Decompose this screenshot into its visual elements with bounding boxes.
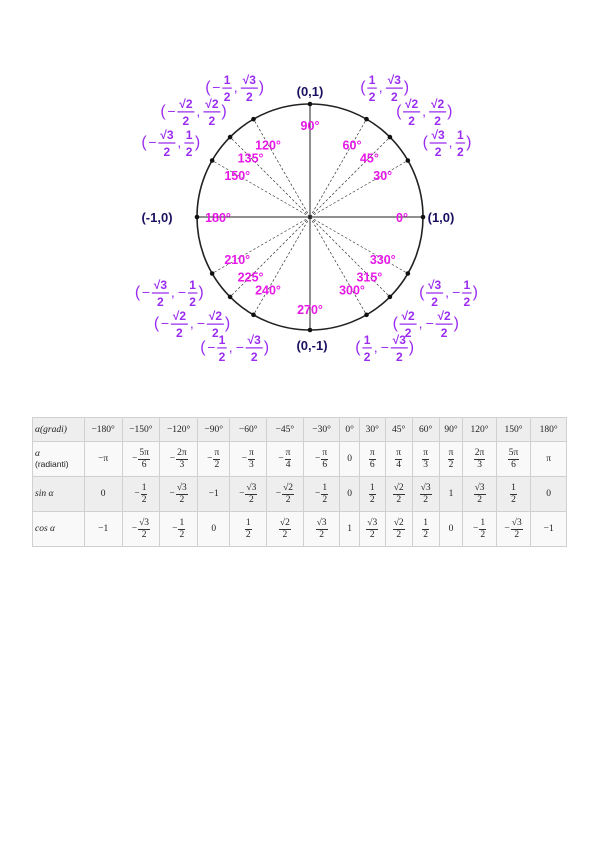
open-paren: ( <box>200 338 206 356</box>
table-cell: $\frac{√3}{2}$ <box>463 477 496 512</box>
coord-x-30-denominator: 2 <box>434 145 442 159</box>
open-paren: ( <box>153 315 160 333</box>
table-cell: $\frac{\pi}{2}$ <box>439 442 463 477</box>
coord-x-45-denominator: 2 <box>408 113 415 128</box>
table-cell: − $\frac{√3}{2}$ <box>230 477 267 512</box>
coord-y-300-numerator: √3 <box>392 332 406 347</box>
axis-label-top: (0,1) <box>296 84 324 99</box>
axis-label-left: (-1,0) <box>141 210 173 225</box>
circle-point-315 <box>388 295 393 300</box>
coord-y-120-denominator: 2 <box>245 90 253 105</box>
coord-x-210-denominator: 2 <box>157 295 164 309</box>
coord-y-210-denominator: 2 <box>189 295 196 309</box>
axis-label-right: (1,0) <box>427 210 455 225</box>
angle-label-180: 180° <box>205 211 231 225</box>
angle-label-90: 90° <box>300 119 320 133</box>
coord-x-315-numerator: √2 <box>401 309 415 324</box>
angle-label-30: 30° <box>373 169 393 183</box>
table-cell: − $\frac{√3}{2}$ <box>122 512 160 547</box>
radius-line-60 <box>310 119 367 217</box>
table-cell: −1 <box>84 512 122 547</box>
open-paren: ( <box>360 79 366 97</box>
table-cell: $\frac{\pi}{6}$ <box>359 442 385 477</box>
angle-label-45: 45° <box>359 151 379 166</box>
table-row-label: cos α <box>33 512 85 547</box>
table-cell: $\frac{\pi}{3}$ <box>412 442 439 477</box>
coord-x-225-numerator: √2 <box>172 309 187 324</box>
coord-y-300-sign: − <box>380 338 389 355</box>
coordinate-label-210 <box>135 278 204 309</box>
table-cell: $\frac{√2}{2}$ <box>267 512 304 547</box>
circle-point-45 <box>388 135 393 140</box>
table-header-row <box>33 418 567 442</box>
coord-y-135-denominator: 2 <box>208 113 216 128</box>
table-cell: 0 <box>84 477 122 512</box>
table-cell: −π <box>84 442 122 477</box>
open-paren: ( <box>419 284 425 301</box>
table-header-cell: 180° <box>531 418 567 442</box>
axis-label-bottom: (0,-1) <box>296 338 328 353</box>
table-cell: − $\frac{√3}{2}$ <box>160 477 198 512</box>
coord-y-300-denominator: 2 <box>395 349 403 364</box>
coord-x-210-sign: − <box>141 284 151 300</box>
coord-y-315-sign: − <box>425 315 434 332</box>
coord-y-225-numerator: √2 <box>208 309 223 324</box>
table-row-label: sin α <box>33 477 85 512</box>
table-row-sublabel: (radianti) <box>35 459 69 469</box>
coord-x-60-numerator: 1 <box>368 73 376 88</box>
coord-y-150-denominator: 2 <box>185 145 193 159</box>
table-header-cell: −180° <box>84 418 122 442</box>
angle-label-0: 0° <box>396 211 408 225</box>
coordinate-label-150 <box>141 128 200 159</box>
close-paren: ) <box>453 315 459 333</box>
coord-x-30-numerator: √3 <box>431 128 445 142</box>
table-cell: 0 <box>531 477 567 512</box>
table-header-label: α(gradi) <box>33 418 85 442</box>
coord-x-135-denominator: 2 <box>182 113 190 128</box>
radius-line-300 <box>310 217 367 315</box>
comma: , <box>189 315 194 332</box>
coord-y-225-sign: − <box>196 315 206 332</box>
coord-y-120-numerator: √3 <box>242 73 256 88</box>
coordinate-label-135 <box>160 97 226 128</box>
open-paren: ( <box>205 79 211 97</box>
coord-x-120-denominator: 2 <box>223 90 231 105</box>
table-header-cell: 30° <box>359 418 385 442</box>
comma: , <box>228 338 233 355</box>
coordinate-label-60 <box>360 73 409 104</box>
table-header-cell: 60° <box>412 418 439 442</box>
coord-y-330-denominator: 2 <box>463 295 471 309</box>
open-paren: ( <box>422 134 428 151</box>
coord-x-330-denominator: 2 <box>431 295 438 309</box>
table-header-cell: −120° <box>160 418 198 442</box>
coord-y-240-numerator: √3 <box>247 332 261 347</box>
table-header-cell: 90° <box>439 418 463 442</box>
table-cell: − $\frac{√3}{2}$ <box>496 512 531 547</box>
table-header-cell: 120° <box>463 418 496 442</box>
angle-label-315: 315° <box>356 270 383 285</box>
table-cell: $\frac{√2}{2}$ <box>385 477 412 512</box>
table-cell: −1 <box>198 477 230 512</box>
coord-x-225-denominator: 2 <box>176 326 183 341</box>
circle-point-60 <box>364 117 369 122</box>
circle-point-150 <box>210 158 215 163</box>
table-row-label: α (radianti) <box>33 442 85 477</box>
coordinate-label-30 <box>423 128 472 159</box>
comma: , <box>422 102 426 119</box>
open-paren: ( <box>134 284 141 301</box>
close-paren: ) <box>198 284 204 301</box>
coord-x-150-sign: − <box>148 134 157 150</box>
angle-label-135: 135° <box>237 151 264 166</box>
circle-point-0 <box>421 215 426 220</box>
table-header-cell: −45° <box>267 418 304 442</box>
coord-x-315-denominator: 2 <box>404 326 412 341</box>
coord-y-315-denominator: 2 <box>440 326 448 341</box>
coord-y-225-denominator: 2 <box>212 326 219 341</box>
coord-y-60-denominator: 2 <box>390 90 398 105</box>
coord-x-150-numerator: √3 <box>160 128 174 142</box>
comma: , <box>373 338 378 355</box>
circle-point-225 <box>228 295 233 300</box>
coordinate-label-330 <box>419 278 478 309</box>
angle-label-225: 225° <box>237 270 264 285</box>
table-cell: 0 <box>340 477 359 512</box>
table-header-cell: −90° <box>198 418 230 442</box>
table-cell: $\frac{5\pi}{6}$ <box>496 442 531 477</box>
table-cell: 0 <box>439 512 463 547</box>
radius-line-120 <box>254 119 311 217</box>
coord-y-210-numerator: 1 <box>189 278 196 292</box>
table-cell: π <box>531 442 567 477</box>
radius-line-30 <box>310 161 408 218</box>
coord-y-45-denominator: 2 <box>434 113 441 128</box>
coord-y-240-sign: − <box>235 338 244 355</box>
table-cell: $\frac{1}{2}$ <box>496 477 531 512</box>
table-header-cell: 0° <box>340 418 359 442</box>
table-cell: − $\frac{1}{2}$ <box>122 477 160 512</box>
table-cell: $\frac{1}{2}$ <box>359 477 385 512</box>
coord-y-240-denominator: 2 <box>250 349 258 364</box>
unit-circle-diagram <box>0 0 599 400</box>
table-cell: $\frac{2\pi}{3}$ <box>463 442 496 477</box>
close-paren: ) <box>472 284 478 301</box>
coord-y-30-denominator: 2 <box>457 145 464 159</box>
circle-point-135 <box>228 135 233 140</box>
angle-label-240: 240° <box>255 283 281 298</box>
table-cell: −1 <box>531 512 567 547</box>
table-cell: − $\frac{1}{2}$ <box>303 477 340 512</box>
open-paren: ( <box>396 102 402 120</box>
angle-label-60: 60° <box>342 138 362 153</box>
table-cell: − $\frac{5\pi}{6}$ <box>122 442 160 477</box>
coord-y-150-numerator: 1 <box>185 128 193 142</box>
comma: , <box>233 79 238 96</box>
table-header-cell: −60° <box>230 418 267 442</box>
coord-x-120-numerator: 1 <box>223 73 231 88</box>
coord-x-150-denominator: 2 <box>163 145 171 159</box>
coordinate-label-45 <box>396 97 452 128</box>
table-cell: − $\frac{\pi}{6}$ <box>303 442 340 477</box>
close-paren: ) <box>194 134 201 151</box>
circle-point-120 <box>251 117 256 122</box>
close-paren: ) <box>263 338 270 356</box>
table-cell: $\frac{√3}{2}$ <box>359 512 385 547</box>
trig-values-table <box>32 417 567 547</box>
comma: , <box>170 284 175 300</box>
table-cell: $\frac{√2}{2}$ <box>385 512 412 547</box>
table-cell: − $\frac{2\pi}{3}$ <box>160 442 198 477</box>
table-cell: $\frac{\pi}{4}$ <box>385 442 412 477</box>
circle-point-180 <box>195 215 200 220</box>
coord-x-240-numerator: 1 <box>218 332 226 347</box>
angle-label-150: 150° <box>224 169 251 183</box>
circle-point-330 <box>406 271 411 276</box>
trig-values-table-container <box>32 417 567 547</box>
table-cell: 0 <box>340 442 359 477</box>
coord-y-210-sign: − <box>177 284 187 300</box>
coord-x-300-denominator: 2 <box>363 349 371 364</box>
angle-label-300: 300° <box>339 283 365 298</box>
angle-label-210: 210° <box>224 253 251 267</box>
comma: , <box>445 284 449 300</box>
angle-label-270: 270° <box>297 303 323 317</box>
angle-labels <box>205 119 408 317</box>
open-paren: ( <box>160 102 166 120</box>
coordinate-label-240 <box>200 333 269 364</box>
coord-x-300-numerator: 1 <box>363 332 371 347</box>
close-paren: ) <box>221 102 227 120</box>
table-row <box>33 512 567 547</box>
coord-x-210-numerator: √3 <box>153 278 168 292</box>
close-paren: ) <box>466 134 472 151</box>
radius-line-240 <box>254 217 311 315</box>
coord-y-135-numerator: √2 <box>205 96 219 111</box>
coord-y-30-numerator: 1 <box>457 128 464 142</box>
circle-point-210 <box>210 271 215 276</box>
table-cell: − $\frac{\pi}{3}$ <box>230 442 267 477</box>
circle-point-90 <box>308 102 313 107</box>
coord-x-225-sign: − <box>160 315 170 332</box>
circle-point-240 <box>251 313 256 318</box>
table-cell: − $\frac{√2}{2}$ <box>267 477 304 512</box>
angle-label-120: 120° <box>255 138 281 153</box>
table-cell: $\frac{√3}{2}$ <box>303 512 340 547</box>
coord-x-240-denominator: 2 <box>218 349 226 364</box>
circle-point-30 <box>406 158 411 163</box>
table-header-cell: 45° <box>385 418 412 442</box>
open-paren: ( <box>355 338 361 356</box>
coord-x-135-numerator: √2 <box>179 96 193 111</box>
table-row <box>33 477 567 512</box>
table-cell: $\frac{1}{2}$ <box>412 512 439 547</box>
coordinate-labels <box>135 73 478 364</box>
table-row <box>33 442 567 477</box>
close-paren: ) <box>258 79 265 97</box>
table-cell: − $\frac{1}{2}$ <box>463 512 496 547</box>
comma: , <box>196 102 201 119</box>
table-cell: − $\frac{1}{2}$ <box>160 512 198 547</box>
comma: , <box>177 134 182 150</box>
open-paren: ( <box>141 134 147 151</box>
coord-y-330-numerator: 1 <box>463 278 471 292</box>
coord-x-330-numerator: √3 <box>427 278 442 292</box>
coord-x-120-sign: − <box>212 79 221 96</box>
close-paren: ) <box>447 102 453 120</box>
coord-x-60-denominator: 2 <box>368 90 376 105</box>
table-cell: − $\frac{\pi}{4}$ <box>267 442 304 477</box>
table-header-cell: −30° <box>303 418 340 442</box>
table-cell: $\frac{1}{2}$ <box>230 512 267 547</box>
coord-x-45-numerator: √2 <box>404 96 419 111</box>
close-paren: ) <box>408 338 415 356</box>
table-cell: − $\frac{\pi}{2}$ <box>198 442 230 477</box>
table-cell: $\frac{√3}{2}$ <box>412 477 439 512</box>
table-cell: 1 <box>439 477 463 512</box>
table-header-cell: 150° <box>496 418 531 442</box>
coord-y-60-numerator: √3 <box>387 73 401 88</box>
comma: , <box>448 134 453 150</box>
close-paren: ) <box>224 315 231 333</box>
angle-label-330: 330° <box>369 253 396 267</box>
comma: , <box>378 79 383 96</box>
coord-x-135-sign: − <box>167 102 176 119</box>
table-cell: 1 <box>340 512 359 547</box>
circle-point-270 <box>308 328 313 333</box>
comma: , <box>418 315 423 332</box>
open-paren: ( <box>392 315 398 333</box>
coord-x-240-sign: − <box>207 338 216 355</box>
coord-y-45-numerator: √2 <box>430 96 445 111</box>
coord-y-330-sign: − <box>452 284 461 300</box>
coord-y-315-numerator: √2 <box>437 309 451 324</box>
close-paren: ) <box>403 79 410 97</box>
table-cell: 0 <box>198 512 230 547</box>
table-header-cell: −150° <box>122 418 160 442</box>
circle-point-300 <box>364 313 369 318</box>
